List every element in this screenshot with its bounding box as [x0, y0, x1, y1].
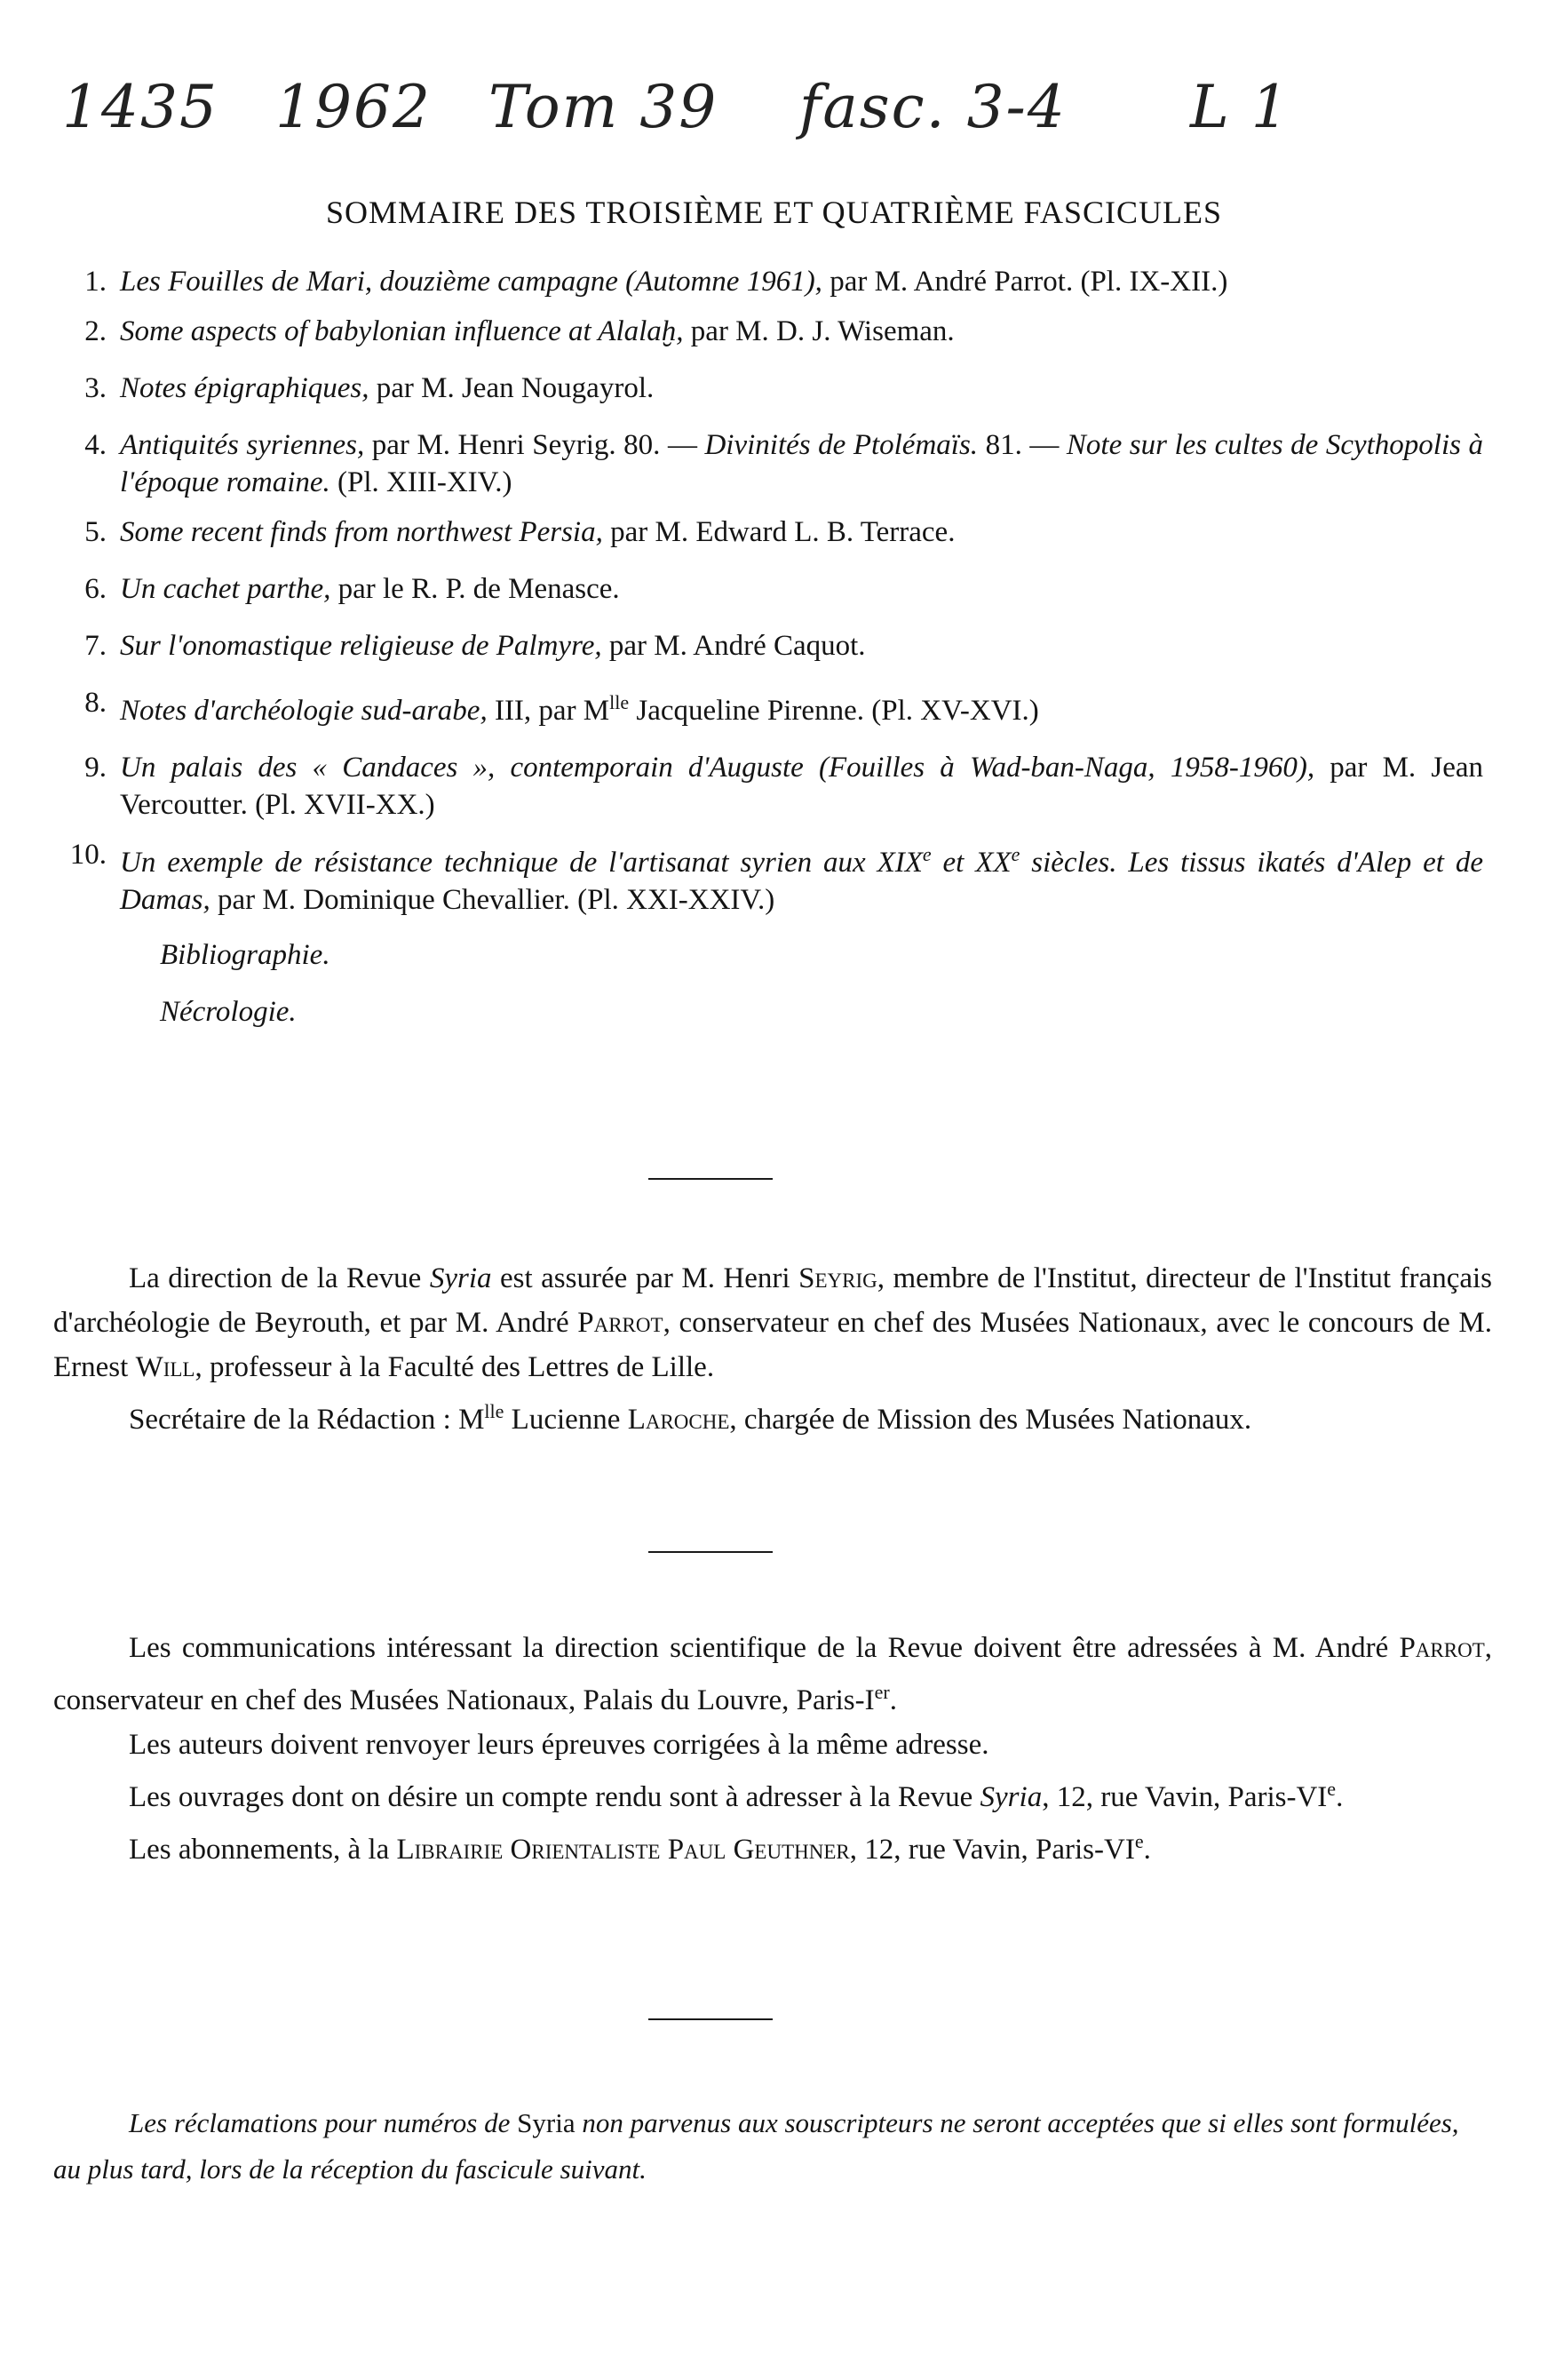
toc-extra [62, 936, 1483, 974]
toc-number: 2. [84, 315, 107, 347]
toc-subtitle: Note sur les cultes de Scythopolis à l'époque romaine. [120, 429, 1484, 498]
toc-extra [62, 993, 1483, 1031]
toc-article-title: Les Fouilles de Mari, douzième campagne (Automne 1961), [120, 266, 822, 298]
text-run: . [1143, 1834, 1151, 1866]
text-run: Secrétaire de la Rédaction : M [129, 1404, 485, 1436]
text-run: , chargée de Mission des Musées Nationaux. [729, 1404, 1252, 1436]
text-run: Les communications intéressant la direction scientifique de la Revue doivent être adressées à M. André [129, 1632, 1400, 1664]
toc-superscript: lle [609, 691, 630, 713]
toc-number: 3. [84, 372, 107, 404]
direction-section [53, 1256, 1492, 1442]
toc-article-title: Notes d'archéologie sud-arabe, [120, 695, 488, 727]
person-name: Parrot [577, 1307, 663, 1339]
subscriptions-paragraph [53, 1819, 1492, 1872]
text-run: est assurée par M. Henri [491, 1262, 799, 1294]
toc-entry [62, 263, 1483, 300]
toc-article-title: Some aspects of babylonian influence at Alalaḫ, [120, 315, 684, 347]
toc-article-title: Sur l'onomastique religieuse de Palmyre, [120, 630, 602, 662]
toc-number: 4. [84, 429, 107, 461]
toc-author: par M. Edward L. B. Terrace. [602, 516, 956, 548]
text-run: , conservateur en chef des Musées Nationaux, avec le concours de M. Ernest [53, 1307, 1493, 1383]
person-name: Laroche [627, 1404, 730, 1436]
text-run: Les abonnements, à la [129, 1834, 397, 1866]
person-name: Parrot [1399, 1632, 1485, 1664]
toc-entry [62, 749, 1483, 824]
toc-article-title: Un exemple de résistance technique de l'artisanat syrien aux XIX [120, 847, 923, 879]
superscript: lle [484, 1400, 504, 1422]
text-run: . [889, 1684, 897, 1716]
handwritten-tome: Tom 39 [488, 73, 718, 141]
toc-entry [62, 370, 1483, 407]
toc-entry [62, 684, 1483, 729]
toc-entry [62, 836, 1483, 919]
journal-name: Syria [517, 2107, 576, 2138]
superscript: e [1327, 1778, 1337, 1800]
person-name: Seyrig [798, 1262, 877, 1294]
toc-entry [62, 513, 1483, 551]
toc-necrology: Nécrologie. [160, 996, 297, 1028]
toc-entry [62, 313, 1483, 350]
table-of-contents [62, 263, 1483, 1031]
claims-notice [53, 2100, 1492, 2193]
toc-entry [62, 570, 1483, 608]
toc-number: 1. [84, 266, 107, 298]
toc-author: par M. D. J. Wiseman. [683, 315, 955, 347]
text-run: , conservateur en chef des Musées Nationaux, Palais du Louvre, Paris-I [53, 1632, 1492, 1716]
toc-bibliography: Bibliographie. [160, 939, 330, 971]
divider-rule [648, 1178, 773, 1180]
text-run: Les ouvrages dont on désire un compte rendu sont à adresser à la Revue [129, 1781, 980, 1813]
toc-plates: (Pl. XIII-XIV.) [329, 466, 512, 498]
toc-number: 8. [84, 687, 107, 719]
toc-subtitle: Divinités de Ptolémaïs. [704, 429, 979, 461]
toc-article-title-cont: et XX [931, 847, 1012, 879]
journal-name: Syria [429, 1262, 492, 1294]
superscript: er [874, 1681, 890, 1703]
communications-section [53, 1626, 1492, 1872]
toc-number: 10. [69, 839, 107, 871]
toc-number: 5. [84, 516, 107, 548]
toc-entry [62, 426, 1483, 501]
toc-author: par M. André Parrot. (Pl. IX-XII.) [822, 266, 1228, 298]
toc-number: 6. [84, 573, 107, 605]
direction-paragraph [53, 1256, 1492, 1389]
text-run: Les réclamations pour numéros de [129, 2107, 518, 2138]
reviews-paragraph [53, 1767, 1492, 1819]
toc-superscript: e [1011, 843, 1020, 865]
toc-entry [62, 627, 1483, 665]
toc-article-title: Un cachet parthe, [120, 573, 331, 605]
toc-separator: 81. — [978, 429, 1067, 461]
toc-article-title: Some recent finds from northwest Persia, [120, 516, 603, 548]
toc-article-title: Un palais des « Candaces », contemporain d'Auguste (Fouilles à Wad-ban-Naga, 1958-1960), [120, 752, 1315, 784]
divider-rule [648, 1551, 773, 1553]
claims-paragraph [53, 2100, 1492, 2193]
handwritten-annotation [62, 64, 1394, 162]
journal-name: Syria [980, 1781, 1043, 1813]
toc-superscript: e [922, 843, 932, 865]
toc-author: par le R. P. de Menasce. [330, 573, 620, 605]
toc-author: par M. Jean Vercoutter. (Pl. XVII-XX.) [120, 752, 1483, 821]
toc-article-title: Notes épigraphiques, [120, 372, 369, 404]
text-run: Lucienne [504, 1404, 628, 1436]
text-run: , professeur à la Faculté des Lettres de Lille. [194, 1351, 715, 1383]
person-name: Will [135, 1351, 195, 1383]
text-run: , membre de l'Institut, directeur de l'Institut français d'archéologie de Beyrouth, et par M. André [53, 1262, 1492, 1339]
text-run: non parvenus aux souscripteurs ne seront acceptées que si elles sont formulées, au plus tard, lors de la réception du fascicule suivant. [53, 2107, 1459, 2185]
publisher-name: Librairie Orientaliste Paul Geuthner [396, 1834, 850, 1866]
communications-paragraph [53, 1626, 1492, 1723]
toc-author: par M. Jean Nougayrol. [369, 372, 655, 404]
handwritten-year: 1962 [275, 73, 432, 141]
toc-number: 9. [84, 752, 107, 784]
toc-author: par M. Henri Seyrig. 80. — [364, 429, 705, 461]
page-title: SOMMAIRE DES TROISIÈME ET QUATRIÈME FASCICULES [325, 195, 1223, 230]
toc-article-title: Antiquités syriennes, [120, 429, 365, 461]
toc-author: par M. Dominique Chevallier. (Pl. XXI-XXIV.) [210, 884, 775, 916]
handwritten-fascicle: fasc. 3-4 [799, 73, 1067, 141]
text-run: . [1336, 1781, 1344, 1813]
text-run: La direction de la Revue [129, 1262, 430, 1294]
secretary-paragraph [53, 1389, 1492, 1442]
toc-author: III, par M [487, 695, 610, 727]
proofs-paragraph: Les auteurs doivent renvoyer leurs épreuves corrigées à la même adresse. [129, 1729, 989, 1761]
handwritten-number: 1435 [62, 73, 218, 141]
text-run: , 12, rue Vavin, Paris-VI [849, 1834, 1135, 1866]
text-run: , 12, rue Vavin, Paris-VI [1042, 1781, 1328, 1813]
toc-author: par M. André Caquot. [601, 630, 866, 662]
superscript: e [1134, 1830, 1144, 1852]
toc-article-title-cont: siècles. Les tissus ikatés d'Alep et de Damas, [120, 847, 1483, 916]
toc-author-rest: Jacqueline Pirenne. (Pl. XV-XVI.) [629, 695, 1039, 727]
handwritten-code: L 1 [1190, 73, 1290, 141]
toc-number: 7. [84, 630, 107, 662]
divider-rule [648, 2018, 773, 2020]
